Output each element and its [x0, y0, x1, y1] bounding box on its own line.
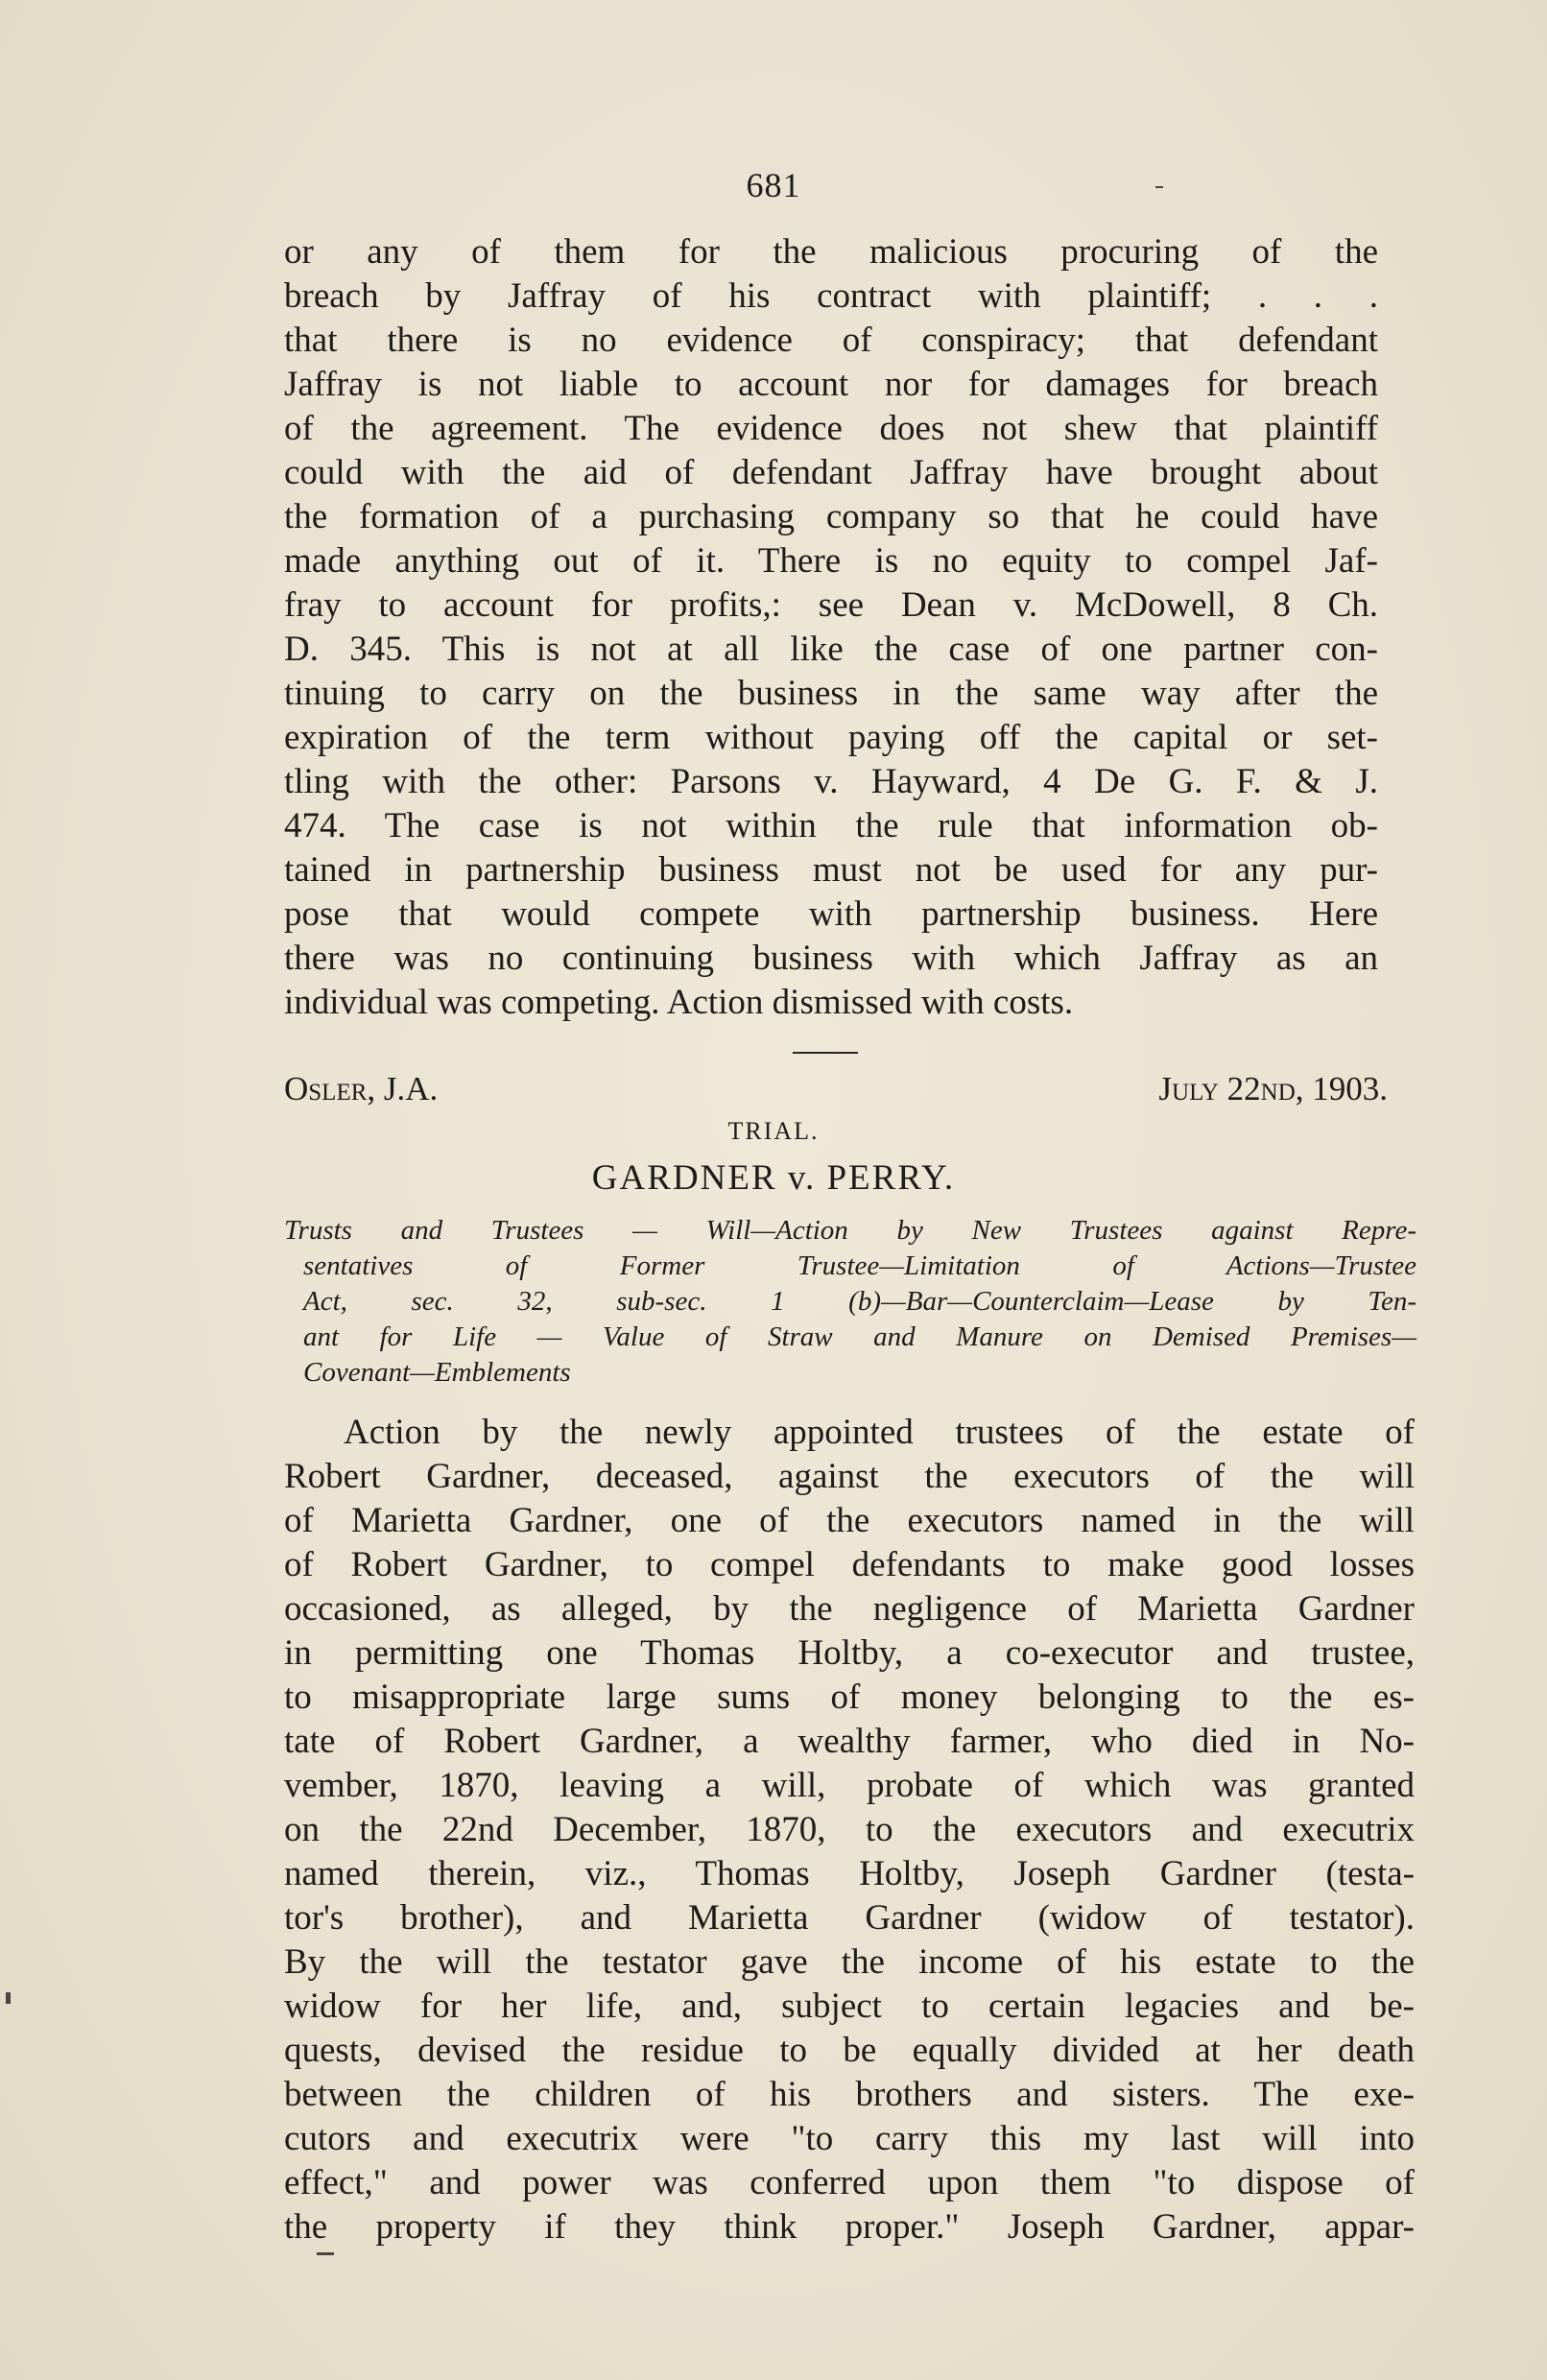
- text-line: Robert Gardner, deceased, against the executors of the will: [284, 1457, 1415, 1496]
- text-line: that there is no evidence of conspiracy; that defendant: [284, 321, 1378, 360]
- ink-speck: [6, 1992, 11, 2004]
- text-line: the property if they think proper." Joseph Gardner, appar-: [284, 2207, 1415, 2247]
- trial-label: TRIAL.: [727, 1117, 820, 1145]
- text-line: breach by Jaffray of his contract with plaintiff; . . .: [284, 276, 1378, 316]
- headnote-line: Trusts and Trustees — Will—Action by New Trustees against Repre-: [284, 1215, 1416, 1246]
- text-line: of Marietta Gardner, one of the executors named in the will: [284, 1501, 1415, 1540]
- judge-name: Osler, J.A.: [284, 1070, 439, 1107]
- decision-date: July 22nd, 1903.: [1158, 1070, 1388, 1107]
- text-line: expiration of the term without paying off the capital or set-: [284, 718, 1378, 757]
- text-line: tate of Robert Gardner, a wealthy farmer, who died in No-: [284, 1722, 1415, 1761]
- headnote-line: Act, sec. 32, sub-sec. 1 (b)—Bar—Counterclaim—Lease by Ten-: [303, 1286, 1416, 1317]
- text-line: widow for her life, and, subject to certain legacies and be-: [284, 1987, 1415, 2026]
- text-line: 474. The case is not within the rule that information ob-: [284, 806, 1378, 845]
- top-paragraph: [284, 230, 1378, 1025]
- text-line: or any of them for the malicious procuring of the: [284, 232, 1378, 272]
- headnote-line: sentatives of Former Trustee—Limitation of Actions—Trustee: [303, 1250, 1416, 1281]
- text-line: between the children of his brothers and sisters. The exe-: [284, 2075, 1415, 2114]
- case-title: GARDNER v. PERRY.: [591, 1158, 956, 1198]
- headnote: [284, 1213, 1416, 1391]
- text-line: tinuing to carry on the business in the same way after the: [284, 674, 1378, 713]
- text-line: individual was competing. Action dismissed with costs.: [284, 983, 1074, 1022]
- text-line: the formation of a purchasing company so that he could have: [284, 497, 1378, 536]
- text-line: D. 345. This is not at all like the case of one partner con-: [284, 630, 1378, 669]
- text-line: vember, 1870, leaving a will, probate of which was granted: [284, 1766, 1415, 1805]
- text-line: fray to account for profits,: see Dean v. McDowell, 8 Ch.: [284, 585, 1378, 625]
- text-line: By the will the testator gave the income of his estate to the: [284, 1942, 1415, 1982]
- text-line: quests, devised the residue to be equally divided at her death: [284, 2031, 1415, 2070]
- text-line: in permitting one Thomas Holtby, a co-executor and trustee,: [284, 1633, 1415, 1673]
- headnote-line: ant for Life — Value of Straw and Manure on Demised Premises—: [303, 1321, 1416, 1352]
- text-line: tling with the other: Parsons v. Hayward, 4 De G. F. & J.: [284, 762, 1378, 801]
- text-line: could with the aid of defendant Jaffray have brought about: [284, 453, 1378, 492]
- body-paragraph: [284, 1411, 1415, 2249]
- text-line: Action by the newly appointed trustees of the estate of: [344, 1413, 1415, 1452]
- text-line: Jaffray is not liable to account nor for damages for breach: [284, 365, 1378, 404]
- text-line: effect," and power was conferred upon them "to dispose of: [284, 2163, 1415, 2202]
- text-line: on the 22nd December, 1870, to the executors and executrix: [284, 1810, 1415, 1849]
- text-line: tor's brother), and Marietta Gardner (widow of testator).: [284, 1898, 1415, 1938]
- text-line: pose that would compete with partnership business. Here: [284, 894, 1378, 934]
- text-line: occasioned, as alleged, by the negligence of Marietta Gardner: [284, 1589, 1415, 1629]
- ink-speck: [1155, 186, 1163, 188]
- section-divider: [793, 1052, 858, 1054]
- text-line: tained in partnership business must not be used for any pur-: [284, 850, 1378, 890]
- ink-speck: [317, 2252, 334, 2255]
- page-number: 681: [746, 166, 801, 204]
- text-line: to misappropriate large sums of money belonging to the es-: [284, 1678, 1415, 1717]
- case-header-row: [284, 1067, 1388, 1111]
- text-line: of Robert Gardner, to compel defendants to make good losses: [284, 1545, 1415, 1584]
- text-line: of the agreement. The evidence does not shew that plaintiff: [284, 409, 1378, 448]
- text-line: made anything out of it. There is no equity to compel Jaf-: [284, 541, 1378, 581]
- headnote-line: Covenant—Emblements: [303, 1357, 571, 1388]
- text-line: there was no continuing business with which Jaffray as an: [284, 939, 1378, 978]
- text-line: cutors and executrix were "to carry this my last will into: [284, 2119, 1415, 2158]
- text-line: named therein, viz., Thomas Holtby, Joseph Gardner (testa-: [284, 1854, 1415, 1893]
